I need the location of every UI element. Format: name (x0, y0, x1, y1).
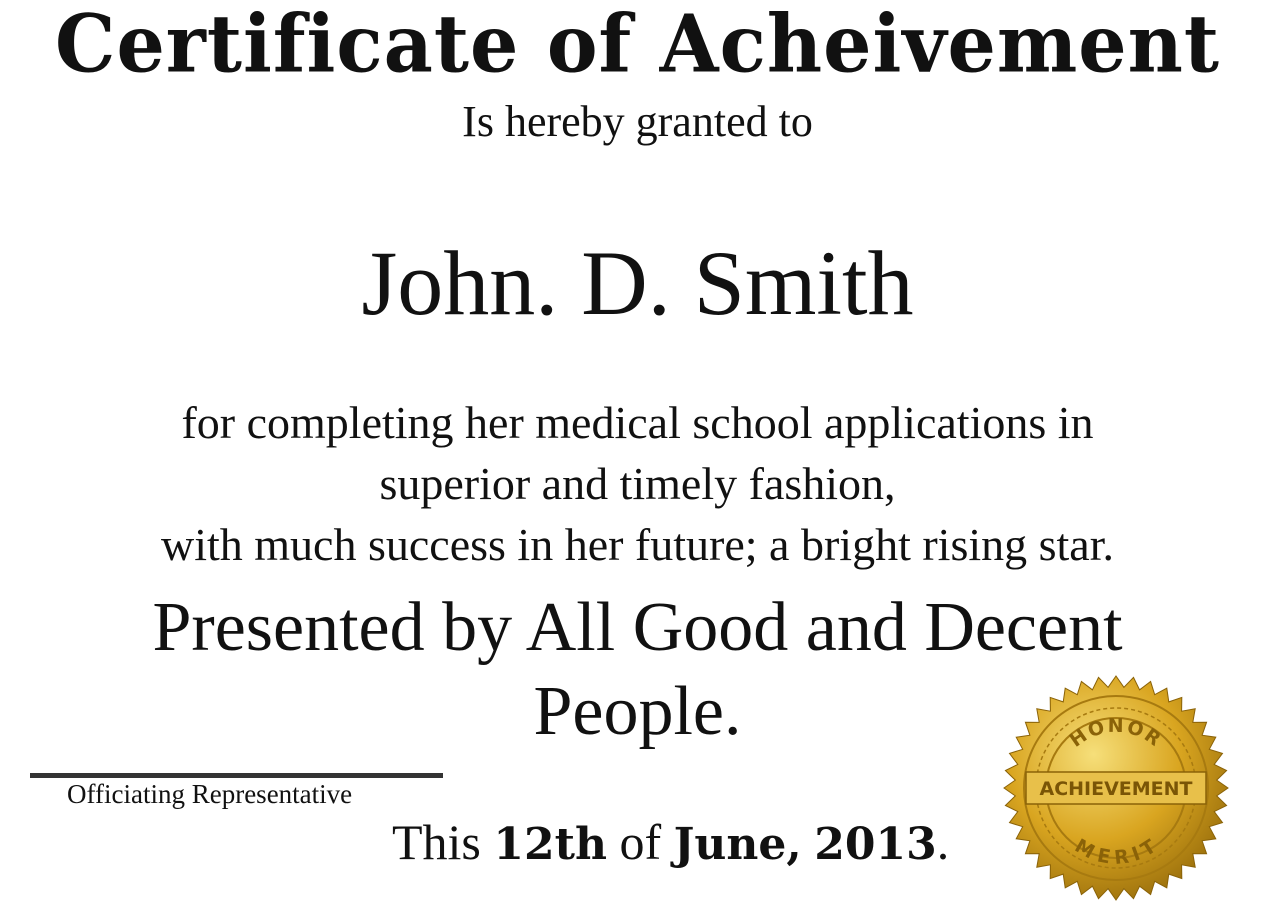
presenter-line-1: Presented by All Good and Decent (152, 589, 1123, 666)
date-month: June, (673, 819, 802, 870)
date-line (392, 812, 949, 875)
seal-bottom-text: MERIT (1071, 834, 1162, 870)
signature-label: Officiating Representative (67, 779, 353, 809)
date-of: of (619, 814, 662, 870)
reason-line-3: with much success in her future; a bright rising star. (160, 519, 1115, 570)
seal-middle-text: ACHIEVEMENT (1039, 778, 1193, 800)
date-year: 2013 (814, 819, 937, 870)
achievement-reason (0, 392, 1275, 575)
reason-line-2: superior and timely fashion, (379, 458, 896, 509)
granted-line: Is hereby granted to (462, 97, 813, 146)
achievement-seal-icon (1000, 672, 1232, 904)
date-prefix: This (392, 814, 481, 870)
seal-top-text: HONOR (1065, 714, 1167, 752)
recipient-name: John. D. Smith (361, 232, 914, 334)
date-end: . (936, 814, 950, 870)
presenter-line-2: People. (533, 673, 742, 750)
date-day: 12th (493, 819, 607, 870)
certificate-title: Certificate of Acheivement (54, 0, 1221, 91)
reason-line-1: for completing her medical school applications in (181, 397, 1094, 448)
